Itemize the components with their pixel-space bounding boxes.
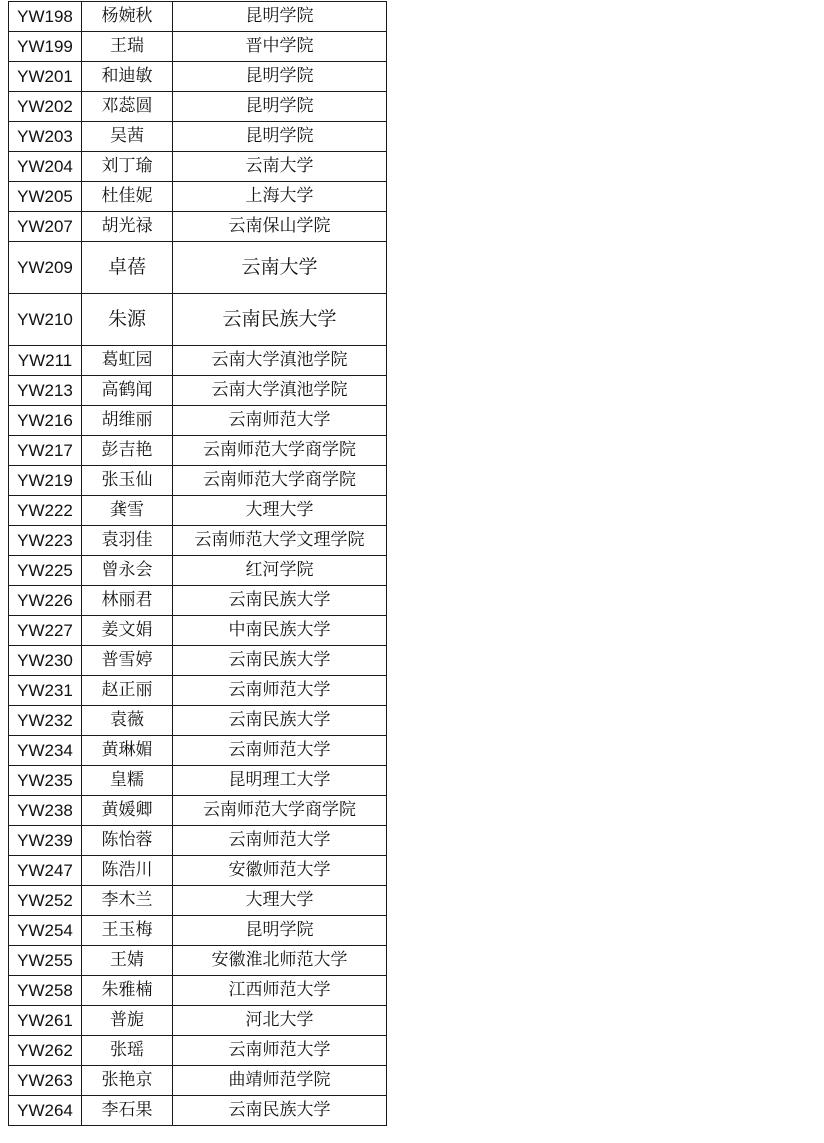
applicant-id-cell: YW226 — [9, 586, 82, 616]
table-row — [9, 1036, 387, 1066]
table-row — [9, 646, 387, 676]
applicant-school-cell: 云南民族大学 — [173, 706, 387, 736]
table-row — [9, 406, 387, 436]
table-row — [9, 1096, 387, 1126]
applicant-name-cell: 高鹤闻 — [82, 376, 173, 406]
applicant-id-cell: YW205 — [9, 182, 82, 212]
applicant-id-cell: YW198 — [9, 2, 82, 32]
applicant-id-cell: YW239 — [9, 826, 82, 856]
table-row — [9, 976, 387, 1006]
applicant-id-cell: YW254 — [9, 916, 82, 946]
applicant-school-cell: 昆明学院 — [173, 2, 387, 32]
applicant-name-cell: 彭吉艳 — [82, 436, 173, 466]
applicant-name-cell: 葛虹园 — [82, 346, 173, 376]
applicant-school-cell: 云南民族大学 — [173, 646, 387, 676]
applicant-name-cell: 皇糯 — [82, 766, 173, 796]
applicant-school-cell: 云南师范大学商学院 — [173, 796, 387, 826]
applicant-school-cell: 昆明学院 — [173, 122, 387, 152]
table-row — [9, 856, 387, 886]
applicant-school-cell: 大理大学 — [173, 886, 387, 916]
applicant-name-cell: 袁羽佳 — [82, 526, 173, 556]
applicant-id-cell: YW216 — [9, 406, 82, 436]
applicant-school-cell: 云南师范大学商学院 — [173, 466, 387, 496]
table-row — [9, 294, 387, 346]
table-row — [9, 946, 387, 976]
applicant-name-cell: 姜文娟 — [82, 616, 173, 646]
applicant-name-cell: 张瑶 — [82, 1036, 173, 1066]
applicant-name-cell: 杨婉秋 — [82, 2, 173, 32]
table-row — [9, 376, 387, 406]
applicant-id-cell: YW210 — [9, 294, 82, 346]
table-row — [9, 212, 387, 242]
applicant-name-cell: 吴茜 — [82, 122, 173, 152]
applicant-id-cell: YW217 — [9, 436, 82, 466]
roster-table — [8, 1, 387, 1126]
applicant-id-cell: YW232 — [9, 706, 82, 736]
applicant-name-cell: 和迪敏 — [82, 62, 173, 92]
applicant-school-cell: 曲靖师范学院 — [173, 1066, 387, 1096]
applicant-id-cell: YW263 — [9, 1066, 82, 1096]
applicant-name-cell: 黄媛卿 — [82, 796, 173, 826]
applicant-id-cell: YW230 — [9, 646, 82, 676]
applicant-school-cell: 昆明学院 — [173, 62, 387, 92]
table-row — [9, 1006, 387, 1036]
applicant-school-cell: 云南师范大学文理学院 — [173, 526, 387, 556]
table-row — [9, 1066, 387, 1096]
applicant-school-cell: 昆明学院 — [173, 92, 387, 122]
applicant-id-cell: YW225 — [9, 556, 82, 586]
applicant-name-cell: 邓蕊圆 — [82, 92, 173, 122]
applicant-name-cell: 曾永会 — [82, 556, 173, 586]
applicant-name-cell: 王玉梅 — [82, 916, 173, 946]
applicant-name-cell: 陈浩川 — [82, 856, 173, 886]
applicant-id-cell: YW213 — [9, 376, 82, 406]
applicant-id-cell: YW209 — [9, 242, 82, 294]
applicant-school-cell: 江西师范大学 — [173, 976, 387, 1006]
table-row — [9, 616, 387, 646]
applicant-school-cell: 云南师范大学 — [173, 826, 387, 856]
applicant-id-cell: YW258 — [9, 976, 82, 1006]
applicant-name-cell: 林丽君 — [82, 586, 173, 616]
applicant-school-cell: 上海大学 — [173, 182, 387, 212]
table-row — [9, 242, 387, 294]
applicant-id-cell: YW202 — [9, 92, 82, 122]
applicant-id-cell: YW219 — [9, 466, 82, 496]
table-row — [9, 916, 387, 946]
applicant-id-cell: YW199 — [9, 32, 82, 62]
applicant-name-cell: 刘丁瑜 — [82, 152, 173, 182]
applicant-school-cell: 云南保山学院 — [173, 212, 387, 242]
table-row — [9, 2, 387, 32]
applicant-school-cell: 云南民族大学 — [173, 294, 387, 346]
applicant-name-cell: 卓蓓 — [82, 242, 173, 294]
applicant-name-cell: 龚雪 — [82, 496, 173, 526]
applicant-name-cell: 赵正丽 — [82, 676, 173, 706]
applicant-name-cell: 胡维丽 — [82, 406, 173, 436]
applicant-id-cell: YW223 — [9, 526, 82, 556]
applicant-school-cell: 红河学院 — [173, 556, 387, 586]
applicant-id-cell: YW234 — [9, 736, 82, 766]
table-row — [9, 706, 387, 736]
applicant-id-cell: YW255 — [9, 946, 82, 976]
applicant-school-cell: 云南大学 — [173, 242, 387, 294]
applicant-name-cell: 李木兰 — [82, 886, 173, 916]
applicant-name-cell: 袁薇 — [82, 706, 173, 736]
applicant-school-cell: 云南师范大学 — [173, 1036, 387, 1066]
applicant-id-cell: YW235 — [9, 766, 82, 796]
applicant-name-cell: 普旎 — [82, 1006, 173, 1036]
applicant-school-cell: 云南师范大学商学院 — [173, 436, 387, 466]
applicant-id-cell: YW201 — [9, 62, 82, 92]
table-row — [9, 62, 387, 92]
applicant-school-cell: 云南师范大学 — [173, 406, 387, 436]
applicant-name-cell: 胡光禄 — [82, 212, 173, 242]
table-row — [9, 826, 387, 856]
table-row — [9, 736, 387, 766]
applicant-id-cell: YW238 — [9, 796, 82, 826]
table-row — [9, 466, 387, 496]
applicant-school-cell: 河北大学 — [173, 1006, 387, 1036]
table-row — [9, 496, 387, 526]
applicant-id-cell: YW203 — [9, 122, 82, 152]
applicant-id-cell: YW264 — [9, 1096, 82, 1126]
applicant-name-cell: 陈怡蓉 — [82, 826, 173, 856]
applicant-name-cell: 朱源 — [82, 294, 173, 346]
table-row — [9, 152, 387, 182]
applicant-school-cell: 大理大学 — [173, 496, 387, 526]
applicant-id-cell: YW207 — [9, 212, 82, 242]
applicant-id-cell: YW231 — [9, 676, 82, 706]
applicant-id-cell: YW211 — [9, 346, 82, 376]
table-row — [9, 182, 387, 212]
applicant-name-cell: 普雪婷 — [82, 646, 173, 676]
applicant-school-cell: 云南大学滇池学院 — [173, 376, 387, 406]
applicant-school-cell: 中南民族大学 — [173, 616, 387, 646]
applicant-school-cell: 云南民族大学 — [173, 586, 387, 616]
applicant-name-cell: 王婧 — [82, 946, 173, 976]
applicant-id-cell: YW262 — [9, 1036, 82, 1066]
table-row — [9, 92, 387, 122]
applicant-id-cell: YW247 — [9, 856, 82, 886]
applicant-school-cell: 云南大学 — [173, 152, 387, 182]
table-row — [9, 436, 387, 466]
applicant-id-cell: YW227 — [9, 616, 82, 646]
applicant-name-cell: 张玉仙 — [82, 466, 173, 496]
applicant-name-cell: 王瑞 — [82, 32, 173, 62]
applicant-school-cell: 云南民族大学 — [173, 1096, 387, 1126]
applicant-name-cell: 李石果 — [82, 1096, 173, 1126]
table-row — [9, 346, 387, 376]
applicant-school-cell: 云南大学滇池学院 — [173, 346, 387, 376]
applicant-name-cell: 黄琳媚 — [82, 736, 173, 766]
applicant-school-cell: 安徽淮北师范大学 — [173, 946, 387, 976]
applicant-name-cell: 杜佳妮 — [82, 182, 173, 212]
applicant-id-cell: YW261 — [9, 1006, 82, 1036]
table-row — [9, 556, 387, 586]
applicant-id-cell: YW222 — [9, 496, 82, 526]
table-row — [9, 122, 387, 152]
roster-sheet — [8, 1, 386, 1126]
applicant-id-cell: YW252 — [9, 886, 82, 916]
table-row — [9, 676, 387, 706]
table-row — [9, 526, 387, 556]
applicant-name-cell: 朱雅楠 — [82, 976, 173, 1006]
table-row — [9, 586, 387, 616]
applicant-school-cell: 晋中学院 — [173, 32, 387, 62]
applicant-school-cell: 安徽师范大学 — [173, 856, 387, 886]
roster-body — [9, 2, 387, 1126]
applicant-school-cell: 昆明理工大学 — [173, 766, 387, 796]
applicant-school-cell: 云南师范大学 — [173, 676, 387, 706]
applicant-school-cell: 云南师范大学 — [173, 736, 387, 766]
table-row — [9, 32, 387, 62]
table-row — [9, 886, 387, 916]
applicant-name-cell: 张艳京 — [82, 1066, 173, 1096]
applicant-school-cell: 昆明学院 — [173, 916, 387, 946]
table-row — [9, 766, 387, 796]
table-row — [9, 796, 387, 826]
applicant-id-cell: YW204 — [9, 152, 82, 182]
